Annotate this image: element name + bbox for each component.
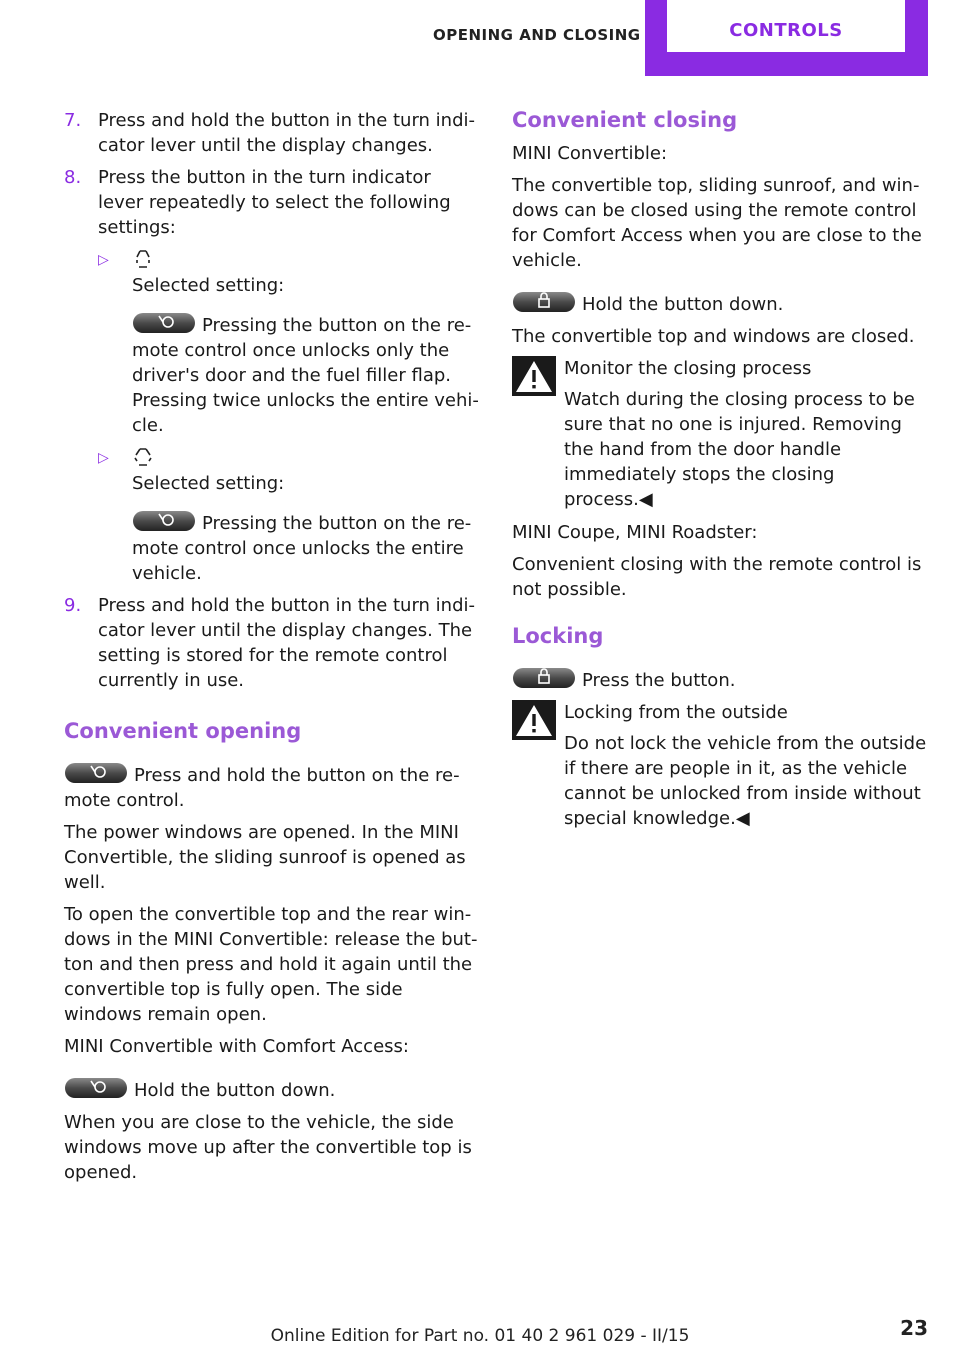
closing-paragraph-6: Convenient closing with the remote control is not possible. — [512, 554, 922, 600]
convenient-closing-heading: Convenient closing — [512, 108, 738, 132]
page-header — [0, 0, 960, 78]
warning-title: Monitor the closing process — [564, 358, 812, 379]
closing-paragraph-4: The convertible top and windows are closed. — [512, 326, 915, 347]
closing-paragraph-1: MINI Convertible: — [512, 143, 668, 164]
step-text: Press and hold the button in the turn indicator lever until the display changes. The setting is stored for the remote control currently in use. — [98, 595, 476, 691]
closing-paragraph-2: The convertible top, sliding sunroof, and windows can be closed using the remote control for Comfort Access when you are close to the vehicle. — [512, 175, 922, 271]
remote-unlock-button-icon — [132, 312, 196, 334]
warning-triangle-icon — [512, 700, 556, 740]
setting-label: Selected setting: — [132, 473, 285, 494]
step-9 — [64, 593, 480, 693]
step-number: 9. — [64, 595, 82, 616]
closing-paragraph-3: Hold the button down. — [512, 291, 928, 317]
setting-bullet-1 — [98, 248, 480, 438]
closing-paragraph-5: MINI Coupe, MINI Roadster: — [512, 522, 758, 543]
setting-description: Pressing the button on the remote control once unlocks the entire vehicle. — [132, 510, 480, 586]
step-number: 7. — [64, 110, 82, 131]
remote-unlock-button-icon — [132, 510, 196, 532]
locking-heading: Locking — [512, 624, 604, 648]
convenient-opening-heading: Convenient opening — [64, 719, 302, 743]
locking-paragraph-1: Press the button. — [512, 667, 928, 693]
opening-paragraph-1: Press and hold the button on the remote control. — [64, 762, 480, 813]
step-8 — [64, 165, 480, 586]
all-doors-icon — [132, 446, 154, 468]
single-door-icon — [132, 248, 154, 270]
opening-paragraph-6: When you are close to the vehicle, the side windows move up after the convertible top is opened. — [64, 1112, 472, 1183]
opening-paragraph-3: To open the convertible top and the rear windows in the MINI Convertible: release the button and then press and hold it again until the convertible top is fully open. The side windows remain open. — [64, 904, 478, 1025]
left-column — [64, 108, 480, 1192]
warning-triangle-icon — [512, 356, 556, 396]
step-text: Press and hold the button in the turn indicator lever until the display changes. — [98, 110, 476, 156]
bullet-mark: ▷ — [98, 450, 109, 466]
remote-unlock-button-icon — [64, 1077, 128, 1099]
warning-text: Do not lock the vehicle from the outside if there are people in it, as the vehicle cannot be unlocked from inside without special knowledge.◀ — [564, 733, 927, 829]
step-number: 8. — [64, 167, 82, 188]
remote-lock-button-icon — [512, 667, 576, 689]
warning-text: Watch during the closing process to be sure that no one is injured. Removing the hand from the door handle immediately stops the closing process.◀ — [564, 389, 915, 510]
section-title: OPENING AND CLOSING — [433, 26, 641, 44]
bullet-mark: ▷ — [98, 252, 109, 268]
right-column — [512, 108, 928, 839]
warning-title: Locking from the outside — [564, 702, 788, 723]
warning-locking — [512, 700, 928, 831]
opening-paragraph-2: The power windows are opened. In the MINI Convertible, the sliding sunroof is opened as well. — [64, 822, 466, 893]
opening-paragraph-5: Hold the button down. — [64, 1077, 480, 1103]
page-number: 23 — [900, 1316, 928, 1340]
setting-bullet-2 — [98, 446, 480, 586]
footer-edition: Online Edition for Part no. 01 40 2 961 029 - II/15 — [270, 1326, 690, 1346]
remote-lock-button-icon — [512, 291, 576, 313]
opening-paragraph-4: MINI Convertible with Comfort Access: — [64, 1036, 409, 1057]
setting-description: Pressing the button on the remote control once unlocks only the driver's door and the fuel filler flap. Pressing twice unlocks the entire vehicle. — [132, 312, 480, 438]
setting-label: Selected setting: — [132, 275, 285, 296]
step-7 — [64, 108, 480, 158]
step-text: Press the button in the turn indicator lever repeatedly to select the following settings: — [98, 167, 451, 238]
warning-closing — [512, 356, 928, 512]
remote-unlock-button-icon — [64, 762, 128, 784]
chapter-tab — [645, 0, 928, 76]
chapter-title: CONTROLS — [667, 0, 905, 52]
